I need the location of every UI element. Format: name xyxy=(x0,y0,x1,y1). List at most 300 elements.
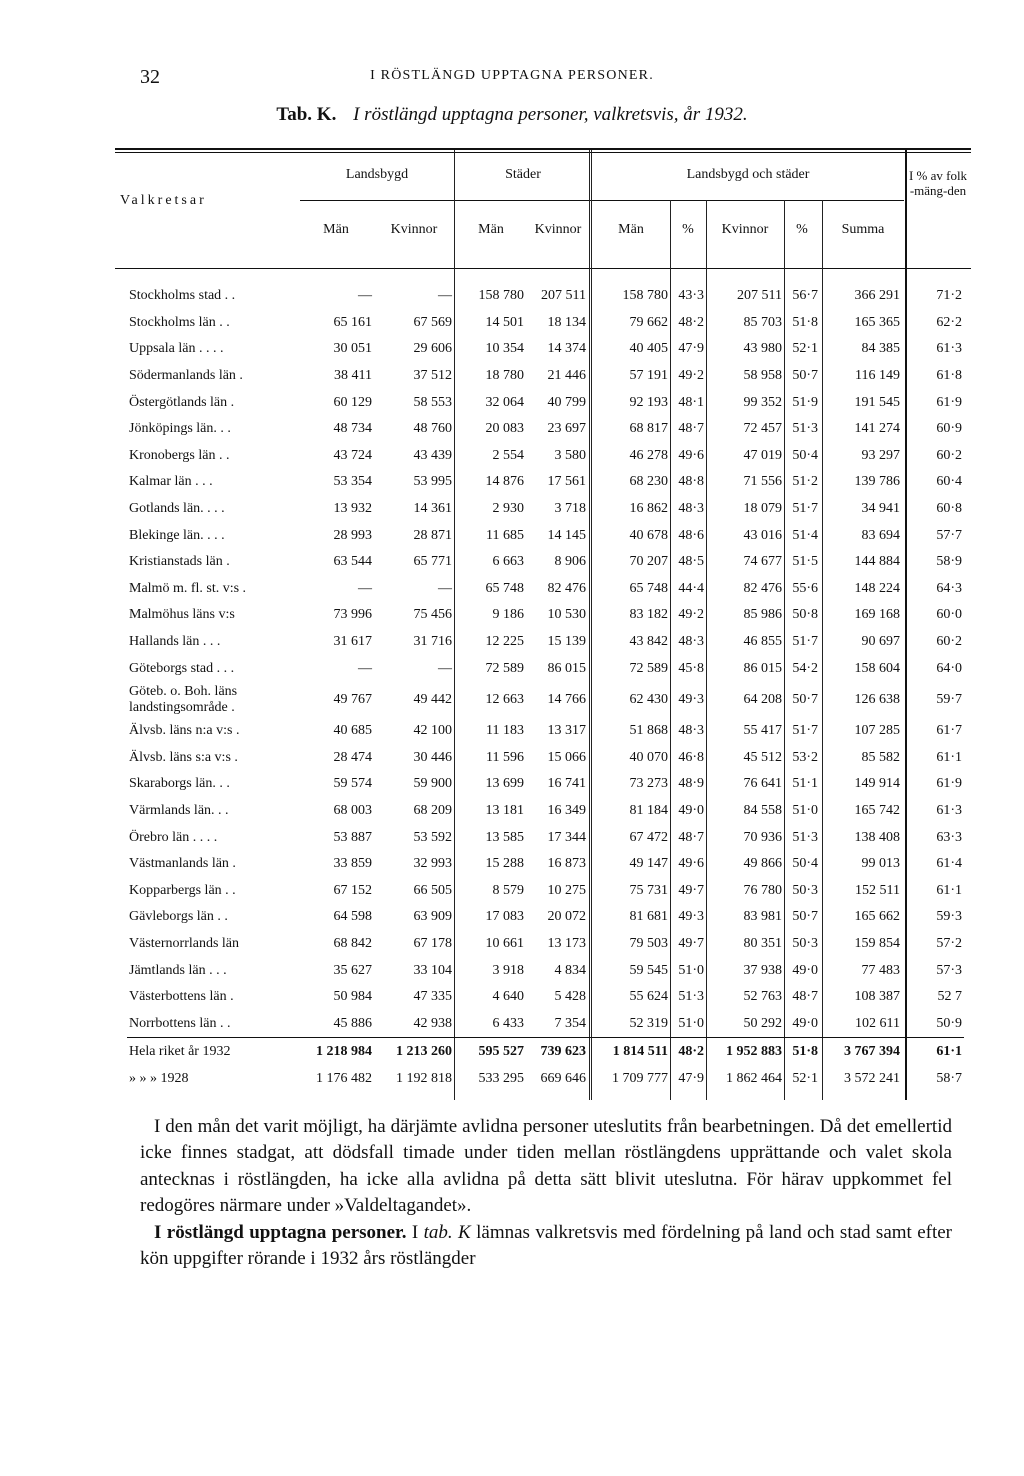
cell-pct-man: 51·0 xyxy=(678,1015,704,1031)
paragraph-ref: tab. K xyxy=(423,1221,471,1243)
cell-lb-kv: 53 995 xyxy=(413,474,452,490)
cell-st-kv: 14 766 xyxy=(547,691,586,707)
cell-st-kv: 82 476 xyxy=(547,580,586,596)
cell-st-kv: 18 134 xyxy=(547,314,586,330)
cell-pct-kv: 51·7 xyxy=(792,634,818,650)
cell-kv: 85 703 xyxy=(743,314,782,330)
cell-lb-man: 68 003 xyxy=(333,802,372,818)
cell-pct-man: 49·3 xyxy=(678,691,704,707)
cell-st-kv: 23 697 xyxy=(547,421,586,437)
paragraph: I den mån det varit möjligt, ha därjämte avlidna personer uteslutits från bearbetningen. Då det emellertid icke finnes stadgat, att dödsfall timade under tiden mellan röstlängdens upprättande och valet skola antecknas i röstlängden, ha icke alla avlidna på detta sätt blivit uteslutna. För härav uppkommet fel redogöres närmare under »Valdeltagandet». xyxy=(140,1116,952,1217)
cell-kv: 45 512 xyxy=(743,749,782,765)
cell-lb-man: 50 984 xyxy=(333,989,372,1005)
valkrets-name: Kalmar län . . . xyxy=(129,474,213,490)
valkrets-name: Hallands län . . . xyxy=(129,634,221,650)
cell-man: 16 862 xyxy=(629,501,668,517)
valkrets-name: Kronobergs län . . xyxy=(129,447,230,463)
cell-st-kv: 16 349 xyxy=(547,802,586,818)
table-row xyxy=(127,522,964,549)
cell-st-man: 3 918 xyxy=(492,962,524,978)
cell-st-kv: 14 374 xyxy=(547,341,586,357)
cell-man: 40 070 xyxy=(629,749,668,765)
cell-summa: 141 274 xyxy=(854,421,900,437)
cell-lb-man: 53 887 xyxy=(333,829,372,845)
cell-summa: 3 572 241 xyxy=(844,1071,900,1087)
cell-pct-folk: 60·8 xyxy=(936,501,962,517)
cell-lb-kv: 67 178 xyxy=(413,935,452,951)
table-row xyxy=(127,745,964,772)
cell-lb-man: 30 051 xyxy=(333,341,372,357)
cell-summa: 191 545 xyxy=(854,394,900,410)
cell-pct-kv: 51·1 xyxy=(792,776,818,792)
cell-st-man: 10 354 xyxy=(485,341,524,357)
table-row xyxy=(127,549,964,576)
valkrets-name: Örebro län . . . . xyxy=(129,829,218,845)
cell-lb-kv: 1 192 818 xyxy=(396,1071,452,1087)
cell-pct-folk: 50·9 xyxy=(936,1015,962,1031)
cell-pct-kv: 51·3 xyxy=(792,421,818,437)
cell-st-kv: 669 646 xyxy=(540,1071,586,1087)
cell-summa: 139 786 xyxy=(854,474,900,490)
cell-st-man: 12 663 xyxy=(485,691,524,707)
cell-lb-kv: 1 213 260 xyxy=(374,1038,454,1067)
total-row xyxy=(127,1066,964,1092)
cell-pct-kv: 51·0 xyxy=(792,802,818,818)
cell-pct-folk: 63·3 xyxy=(936,829,962,845)
table-caption: I röstlängd upptagna personer, valkretsvis, år 1932. xyxy=(353,104,748,125)
cell-man: 40 678 xyxy=(629,527,668,543)
cell-lb-kv: 66 505 xyxy=(413,882,452,898)
rule-header-bottom xyxy=(115,268,971,269)
cell-st-kv: 15 139 xyxy=(547,634,586,650)
valkrets-name: » » » 1928 xyxy=(129,1071,189,1087)
cell-lb-man: 65 161 xyxy=(333,314,372,330)
header-st-man: Män xyxy=(478,222,504,237)
cell-st-kv: 3 580 xyxy=(554,447,586,463)
cell-lb-kv: 65 771 xyxy=(413,554,452,570)
cell-pct-kv: 54·2 xyxy=(792,660,818,676)
valkrets-name: Värmlands län. . . xyxy=(129,802,229,818)
valkrets-name: Älvsb. läns s:a v:s . xyxy=(129,749,238,765)
header-landsbygd-och-stader: Landsbygd och städer xyxy=(686,167,810,182)
cell-lb-man: 60 129 xyxy=(333,394,372,410)
cell-st-man: 13 181 xyxy=(485,802,524,818)
cell-pct-kv: 50·8 xyxy=(792,607,818,623)
running-head: I RÖSTLÄNGD UPPTAGNA PERSONER. xyxy=(370,68,654,83)
cell-kv: 83 981 xyxy=(743,909,782,925)
table-row xyxy=(127,283,964,310)
table-row xyxy=(127,682,964,718)
cell-pct-man: 48·7 xyxy=(678,829,704,845)
header-man: Män xyxy=(618,222,644,237)
valkrets-name: Hela riket år 1932 xyxy=(127,1038,299,1067)
cell-pct-man: 49·0 xyxy=(678,802,704,818)
cell-lb-kv: 31 716 xyxy=(413,634,452,650)
table-row xyxy=(127,798,964,825)
cell-pct-kv: 52·1 xyxy=(792,1071,818,1087)
valkrets-name: Gotlands län. . . . xyxy=(129,501,225,517)
cell-man: 49 147 xyxy=(629,856,668,872)
cell-lb-kv: 59 900 xyxy=(413,776,452,792)
cell-pct-man: 48·8 xyxy=(678,474,704,490)
cell-pct-folk: 60·4 xyxy=(936,474,962,490)
valkrets-name: Uppsala län . . . . xyxy=(129,341,224,357)
cell-st-kv: 7 354 xyxy=(554,1015,586,1031)
cell-man: 1 709 777 xyxy=(612,1071,668,1087)
cell-st-kv: 8 906 xyxy=(554,554,586,570)
valkrets-name: Jönköpings län. . . xyxy=(129,421,231,437)
cell-kv: 71 556 xyxy=(743,474,782,490)
cell-kv: 86 015 xyxy=(743,660,782,676)
cell-lb-kv: — xyxy=(438,660,452,676)
cell-st-kv: 21 446 xyxy=(547,368,586,384)
cell-st-man: 14 501 xyxy=(485,314,524,330)
table-row xyxy=(127,984,964,1011)
cell-lb-kv: 28 871 xyxy=(413,527,452,543)
cell-kv: 1 952 883 xyxy=(706,1038,784,1067)
cell-pct-man: 48·3 xyxy=(678,723,704,739)
cell-kv: 55 417 xyxy=(743,723,782,739)
cell-pct-man: 45·8 xyxy=(678,660,704,676)
cell-lb-man: 1 176 482 xyxy=(316,1071,372,1087)
valkrets-name: Göteb. o. Boh. läns landstingsområde . xyxy=(129,683,238,715)
cell-man: 79 662 xyxy=(629,314,668,330)
table-row xyxy=(127,655,964,682)
cell-lb-kv: — xyxy=(438,288,452,304)
cell-lb-kv: 30 446 xyxy=(413,749,452,765)
table-row xyxy=(127,851,964,878)
cell-summa: 90 697 xyxy=(861,634,900,650)
cell-man: 70 207 xyxy=(629,554,668,570)
cell-lb-man: 64 598 xyxy=(333,909,372,925)
cell-st-kv: 16 873 xyxy=(547,856,586,872)
cell-lb-man: 40 685 xyxy=(333,723,372,739)
cell-kv: 52 763 xyxy=(743,989,782,1005)
table-row xyxy=(127,363,964,390)
valkrets-name: Blekinge län. . . . xyxy=(129,527,225,543)
cell-pct-folk: 61·8 xyxy=(936,368,962,384)
cell-pct-kv: 50·4 xyxy=(792,447,818,463)
valkrets-name: Kristianstads län . xyxy=(129,554,230,570)
cell-summa: 84 385 xyxy=(861,341,900,357)
cell-man: 59 545 xyxy=(629,962,668,978)
table-row xyxy=(127,904,964,931)
cell-lb-kv: 49 442 xyxy=(413,691,452,707)
cell-man: 65 748 xyxy=(629,580,668,596)
cell-lb-kv: 68 209 xyxy=(413,802,452,818)
header-kv: Kvinnor xyxy=(721,222,769,237)
table-label: Tab. K. xyxy=(276,104,337,125)
table-row xyxy=(127,629,964,656)
table-row xyxy=(127,336,964,363)
cell-st-kv: 10 275 xyxy=(547,882,586,898)
cell-st-man: 11 685 xyxy=(486,527,524,543)
cell-lb-kv: 75 456 xyxy=(413,607,452,623)
cell-st-man: 18 780 xyxy=(485,368,524,384)
cell-summa: 159 854 xyxy=(854,935,900,951)
rule-top xyxy=(115,148,971,150)
cell-pct-kv: 51·2 xyxy=(792,474,818,490)
valkrets-name: Älvsb. läns n:a v:s . xyxy=(129,723,240,739)
cell-st-man: 13 699 xyxy=(485,776,524,792)
cell-st-man: 10 661 xyxy=(485,935,524,951)
cell-kv: 80 351 xyxy=(743,935,782,951)
cell-pct-kv: 50·7 xyxy=(792,368,818,384)
cell-st-kv: 5 428 xyxy=(554,989,586,1005)
cell-lb-man: 45 886 xyxy=(333,1015,372,1031)
cell-pct-man: 48·3 xyxy=(678,634,704,650)
cell-st-man: 11 183 xyxy=(486,723,524,739)
cell-summa: 93 297 xyxy=(861,447,900,463)
header-st-kv: Kvinnor xyxy=(534,222,582,237)
cell-pct-man: 49·3 xyxy=(678,909,704,925)
cell-pct-kv: 51·5 xyxy=(792,554,818,570)
cell-man: 57 191 xyxy=(629,368,668,384)
cell-summa: 99 013 xyxy=(861,856,900,872)
cell-pct-folk: 57·3 xyxy=(936,962,962,978)
cell-st-man: 2 930 xyxy=(492,501,524,517)
cell-st-man: 12 225 xyxy=(485,634,524,650)
cell-lb-kv: 14 361 xyxy=(413,501,452,517)
cell-lb-kv: 37 512 xyxy=(413,368,452,384)
cell-lb-man: 31 617 xyxy=(333,634,372,650)
table-row xyxy=(127,443,964,470)
cell-pct-man: 48·7 xyxy=(678,421,704,437)
cell-kv: 76 780 xyxy=(743,882,782,898)
header-landsbygd: Landsbygd xyxy=(345,167,409,182)
table-row xyxy=(127,877,964,904)
table-row xyxy=(127,310,964,337)
cell-pct-folk: 57·2 xyxy=(936,935,962,951)
cell-summa: 165 365 xyxy=(854,314,900,330)
cell-pct-kv: 49·0 xyxy=(792,1015,818,1031)
table-row xyxy=(127,576,964,603)
cell-lb-man: 13 932 xyxy=(333,501,372,517)
header-lb-kv: Kvinnor xyxy=(390,222,438,237)
cell-pct-man: 48·5 xyxy=(678,554,704,570)
valkrets-name: Jämtlands län . . . xyxy=(129,962,227,978)
cell-pct-folk: 71·2 xyxy=(936,288,962,304)
cell-kv: 74 677 xyxy=(743,554,782,570)
cell-pct-folk: 61·1 xyxy=(936,882,962,898)
cell-pct-kv: 55·6 xyxy=(792,580,818,596)
cell-pct-man: 48·6 xyxy=(678,527,704,543)
header-lb-man: Män xyxy=(323,222,349,237)
cell-lb-kv: 42 100 xyxy=(413,723,452,739)
cell-pct-man: 44·4 xyxy=(678,580,704,596)
cell-pct-man: 49·6 xyxy=(678,447,704,463)
cell-man: 158 780 xyxy=(622,288,668,304)
cell-summa: 148 224 xyxy=(854,580,900,596)
table-row xyxy=(127,771,964,798)
cell-kv: 76 641 xyxy=(743,776,782,792)
cell-pct-folk: 52 7 xyxy=(937,989,962,1005)
cell-lb-man: 43 724 xyxy=(333,447,372,463)
cell-kv: 64 208 xyxy=(743,691,782,707)
cell-pct-man: 49·7 xyxy=(678,882,704,898)
cell-lb-kv: 48 760 xyxy=(413,421,452,437)
cell-kv: 43 016 xyxy=(743,527,782,543)
table-row xyxy=(127,602,964,629)
cell-lb-man: 73 996 xyxy=(333,607,372,623)
cell-pct-kv: 56·7 xyxy=(792,288,818,304)
cell-man: 79 503 xyxy=(629,935,668,951)
valkrets-name: Västerbottens län . xyxy=(129,989,234,1005)
cell-lb-man: 49 767 xyxy=(333,691,372,707)
cell-lb-kv: 63 909 xyxy=(413,909,452,925)
page-number: 32 xyxy=(140,66,160,88)
cell-lb-man: 53 354 xyxy=(333,474,372,490)
cell-lb-man: 35 627 xyxy=(333,962,372,978)
cell-st-kv: 13 317 xyxy=(547,723,586,739)
cell-summa: 85 582 xyxy=(861,749,900,765)
cell-man: 83 182 xyxy=(629,607,668,623)
paragraph-rest: lämnas valkretsvis med fördelning på land och stad samt efter kön uppgifter rörande i 1932 års röstlängder xyxy=(140,1221,952,1270)
cell-lb-man: 33 859 xyxy=(333,856,372,872)
valkrets-name: Malmö m. fl. st. v:s . xyxy=(129,580,247,596)
valkrets-name: Norrbottens län . . xyxy=(129,1015,231,1031)
cell-man: 68 230 xyxy=(629,474,668,490)
cell-summa: 152 511 xyxy=(855,882,900,898)
header-stader: Städer xyxy=(505,167,541,182)
cell-kv: 70 936 xyxy=(743,829,782,845)
cell-summa: 169 168 xyxy=(854,607,900,623)
valkrets-name: Stockholms stad . . xyxy=(129,288,236,304)
cell-pct-folk: 61·9 xyxy=(936,776,962,792)
cell-st-man: 65 748 xyxy=(485,580,524,596)
cell-pct-man: 51·3 xyxy=(678,989,704,1005)
cell-lb-man: — xyxy=(358,580,372,596)
cell-summa: 102 611 xyxy=(855,1015,900,1031)
cell-man: 72 589 xyxy=(629,660,668,676)
cell-st-kv: 3 718 xyxy=(554,501,586,517)
valkrets-name: Gävleborgs län . . xyxy=(129,909,228,925)
header-pct-man: % xyxy=(682,222,694,237)
cell-pct-folk: 61·7 xyxy=(936,723,962,739)
cell-lb-man: 38 411 xyxy=(334,368,372,384)
cell-summa: 116 149 xyxy=(855,368,900,384)
cell-kv: 85 986 xyxy=(743,607,782,623)
cell-man: 52 319 xyxy=(629,1015,668,1031)
cell-pct-man: 48·2 xyxy=(670,1038,706,1067)
cell-pct-folk: 57·7 xyxy=(936,527,962,543)
cell-st-man: 32 064 xyxy=(485,394,524,410)
cell-lb-man: 68 842 xyxy=(333,935,372,951)
cell-kv: 37 938 xyxy=(743,962,782,978)
cell-kv: 43 980 xyxy=(743,341,782,357)
cell-lb-kv: 67 569 xyxy=(413,314,452,330)
cell-summa: 144 884 xyxy=(854,554,900,570)
valkrets-name: Södermanlands län . xyxy=(129,368,243,384)
cell-st-man: 17 083 xyxy=(485,909,524,925)
table-title xyxy=(0,104,1024,126)
cell-pct-kv: 51·7 xyxy=(792,723,818,739)
table-row xyxy=(127,416,964,443)
cell-pct-folk: 62·2 xyxy=(936,314,962,330)
cell-lb-kv: 47 335 xyxy=(413,989,452,1005)
cell-man: 46 278 xyxy=(629,447,668,463)
cell-kv: 47 019 xyxy=(743,447,782,463)
valkrets-name: Östergötlands län . xyxy=(129,394,235,410)
cell-summa: 149 914 xyxy=(854,776,900,792)
cell-st-kv: 10 530 xyxy=(547,607,586,623)
cell-st-man: 14 876 xyxy=(485,474,524,490)
cell-lb-kv: 58 553 xyxy=(413,394,452,410)
cell-st-man: 595 527 xyxy=(454,1038,526,1067)
cell-lb-man: 28 474 xyxy=(333,749,372,765)
cell-summa: 3 767 394 xyxy=(820,1038,902,1067)
cell-st-kv: 16 741 xyxy=(547,776,586,792)
cell-st-man: 533 295 xyxy=(478,1071,524,1087)
cell-st-kv: 207 511 xyxy=(541,288,586,304)
valkrets-name: Malmöhus läns v:s xyxy=(129,607,235,623)
cell-summa: 366 291 xyxy=(854,288,900,304)
paragraph-lead: I xyxy=(406,1221,424,1243)
cell-pct-kv: 50·7 xyxy=(792,691,818,707)
cell-st-kv: 13 173 xyxy=(547,935,586,951)
valkrets-name: Stockholms län . . xyxy=(129,314,230,330)
cell-pct-man: 48·3 xyxy=(678,501,704,517)
cell-lb-man: — xyxy=(358,288,372,304)
cell-st-man: 15 288 xyxy=(485,856,524,872)
cell-kv: 46 855 xyxy=(743,634,782,650)
cell-lb-kv: — xyxy=(438,580,452,596)
cell-pct-folk: 60·2 xyxy=(936,634,962,650)
valkrets-name: Västernorrlands län xyxy=(129,935,240,951)
cell-lb-man: 63 544 xyxy=(333,554,372,570)
cell-pct-man: 49·7 xyxy=(678,935,704,951)
cell-man: 73 273 xyxy=(629,776,668,792)
cell-pct-folk: 58·7 xyxy=(936,1071,962,1087)
cell-summa: 34 941 xyxy=(861,501,900,517)
cell-kv: 99 352 xyxy=(743,394,782,410)
cell-lb-man: 1 218 984 xyxy=(299,1038,374,1067)
cell-summa: 107 285 xyxy=(854,723,900,739)
cell-man: 68 817 xyxy=(629,421,668,437)
cell-pct-folk: 61·4 xyxy=(936,856,962,872)
cell-pct-folk: 60·2 xyxy=(936,447,962,463)
cell-pct-kv: 48·7 xyxy=(792,989,818,1005)
cell-man: 43 842 xyxy=(629,634,668,650)
cell-pct-folk: 61·1 xyxy=(902,1038,964,1067)
cell-st-man: 9 186 xyxy=(492,607,524,623)
cell-man: 81 184 xyxy=(629,802,668,818)
cell-pct-kv: 51·7 xyxy=(792,501,818,517)
table-row xyxy=(127,469,964,496)
cell-pct-man: 48·9 xyxy=(678,776,704,792)
cell-summa: 126 638 xyxy=(854,691,900,707)
cell-pct-kv: 52·1 xyxy=(792,341,818,357)
cell-lb-kv: 33 104 xyxy=(413,962,452,978)
valkrets-name: Kopparbergs län . . xyxy=(129,882,236,898)
cell-st-kv: 17 561 xyxy=(547,474,586,490)
cell-pct-man: 49·6 xyxy=(678,856,704,872)
cell-pct-folk: 61·3 xyxy=(936,341,962,357)
cell-pct-man: 46·8 xyxy=(678,749,704,765)
cell-man: 81 681 xyxy=(629,909,668,925)
cell-kv: 49 866 xyxy=(743,856,782,872)
cell-lb-man: 67 152 xyxy=(333,882,372,898)
cell-summa: 108 387 xyxy=(854,989,900,1005)
valkrets-name: Göteborgs stad . . . xyxy=(129,660,235,676)
cell-pct-kv: 49·0 xyxy=(792,962,818,978)
cell-pct-kv: 50·4 xyxy=(792,856,818,872)
cell-st-kv: 14 145 xyxy=(547,527,586,543)
cell-pct-folk: 60·0 xyxy=(936,607,962,623)
header-summa: Summa xyxy=(841,222,885,237)
cell-lb-kv: 29 606 xyxy=(413,341,452,357)
table-row xyxy=(127,824,964,851)
